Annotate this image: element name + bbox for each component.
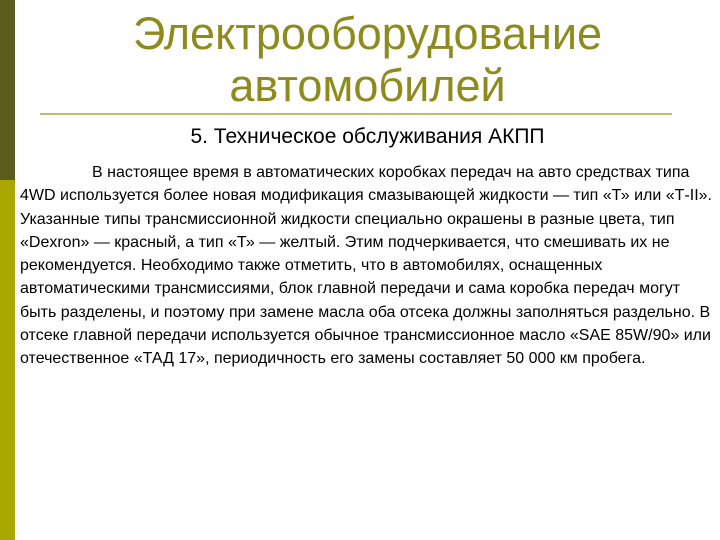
title-divider [40,113,672,115]
section-heading: 5. Техническое обслуживания АКПП [190,125,545,148]
slide-title-line-2: автомобилей [229,60,506,111]
slide-title-line-1: Электрооборудование [132,8,603,59]
left-accent-stripe-dark [0,0,15,180]
slide-title [20,8,715,112]
left-accent-stripe-light [0,180,15,540]
body-paragraph: В настоящее время в автоматических коробках передач на авто средствах типа 4WD используется более новая модификация смазывающей жидкости — тип «Т» или «Т-II». Указанные типы трансмиссионной жидкости специально окрашены в разные цвета, тип «Dexron» — красный, а тип «Т» — желтый. Этим подчеркивается, что смешивать их не рекомендуется. Необходимо также отметить, что в автомобилях, оснащенных автоматическими трансмиссиями, блок главной передачи и сама коробка передач могут быть разделены, и поэтому при замене масла оба отсека должны заполняться раздельно. В отсеке главной передачи используется обычное трансмиссионное масло «SAE 85W/90» или отечественное «ТАД 17», периодичность его замены составляет 50 000 км пробега. [20,164,712,368]
